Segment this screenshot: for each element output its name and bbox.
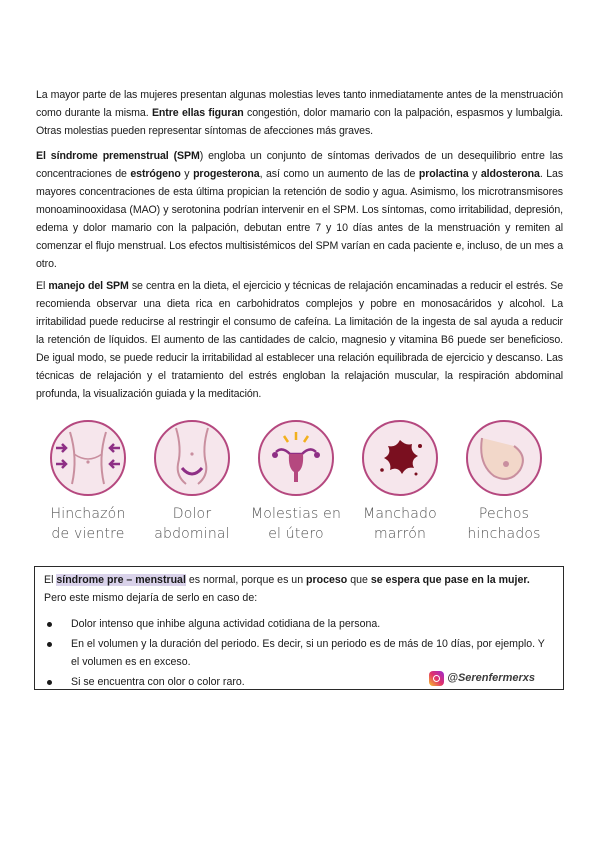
list-item: En el volumen y la duración del periodo. Es decir, si un periodo es de más de 10 días, por ejemplo. Y el volumen es en exceso.: [44, 635, 555, 671]
symptom-bloating: [38, 418, 138, 544]
symptom-abdominal-pain: [142, 418, 242, 544]
symptom-label: Hinchazón de vientre: [50, 506, 126, 542]
bloating-icon: [48, 418, 128, 498]
spm-paragraph: El síndrome premenstrual (SPM) engloba un conjunto de síntomas derivados de un desequilibrio entre las concentraciones de estrógeno y progesterona, así como un aumento de las de prolactina y aldosterona. Las mayores concentraciones de esta última propician la retención de sodio y agua. Asimismo, los microtransmisores monoaminooxidasa (MAO) y serotonina podrían intervenir en el SPM. Los síntomas, como irritabilidad, depresión, edema y dolor mamario con la palpación, debutan entre 7 y 10 días antes de la menstruación y remiten al comenzar el flujo menstrual. Los efectos multisistémicos del SPM varían en cada paciente e, incluso, de un mes a otro.: [36, 150, 564, 270]
list-item: Si se encuentra con olor o color raro.: [44, 673, 555, 691]
list-item: Dolor intenso que inhibe alguna actividad cotidiana de la persona.: [44, 615, 555, 633]
breast-icon: [464, 418, 544, 498]
uterus-icon: [256, 418, 336, 498]
symptom-label: Pechos hinchados: [467, 506, 541, 542]
abdominal-pain-icon: [152, 418, 232, 498]
note-second-line: Pero este mismo dejaría de serlo en caso de:: [44, 592, 258, 604]
symptom-icons-row: [50, 418, 560, 558]
symptom-label: Molestias en el útero: [250, 506, 342, 542]
symptom-label: Manchado marrón: [363, 506, 437, 542]
symptom-spotting: [350, 418, 450, 544]
intro-bold: Entre ellas figuran: [151, 107, 244, 119]
symptom-label: Dolor abdominal: [154, 506, 230, 542]
highlighted-term: síndrome pre – menstrual: [56, 574, 186, 586]
spm-title: El síndrome premenstrual (SPM: [36, 150, 200, 162]
intro-paragraph: La mayor parte de las mujeres presentan algunas molestias leves tanto inmediatamente antes de la menstruación como durante la misma. Entre ellas figuran congestión, dolor mamario con la palpación, espasmos y lumbalgia. Otras molestias pueden representar síntomas de afecciones más graves.: [36, 89, 563, 137]
symptom-breast: [454, 418, 554, 544]
spotting-icon: [360, 418, 440, 498]
manejo-bold: manejo del SPM: [48, 280, 129, 292]
note-box: [34, 566, 564, 690]
instagram-handle: @Serenfermerxs: [429, 669, 535, 687]
manejo-paragraph: El manejo del SPM se centra en la dieta, el ejercicio y técnicas de relajación encaminadas a reducir el estrés. Se recomienda observar una dieta rica en carbohidratos complejos y pobre en monosacáridos y alcohol. La irritabilidad puede reducirse al restringir el consumo de cafeína. La limitación de la ingesta de sal ayuda a reducir la retención de líquidos. El aumento de las cantidades de calcio, magnesio y vitamina B6 puede ser beneficioso. De igual modo, se puede reducir la irritabilidad al establecer una relación equilibrada de ejercicio y descanso. Las técnicas de relajación y el tratamiento del estrés engloban la relajación muscular, la respiración abdominal profunda, la visualización guiada y la meditación.: [36, 280, 563, 400]
note-first-line: El síndrome pre – menstrual es normal, porque es un proceso que se espera que pase en la mujer.: [44, 574, 530, 586]
symptom-uterus: [246, 418, 346, 544]
instagram-icon: [429, 671, 444, 686]
